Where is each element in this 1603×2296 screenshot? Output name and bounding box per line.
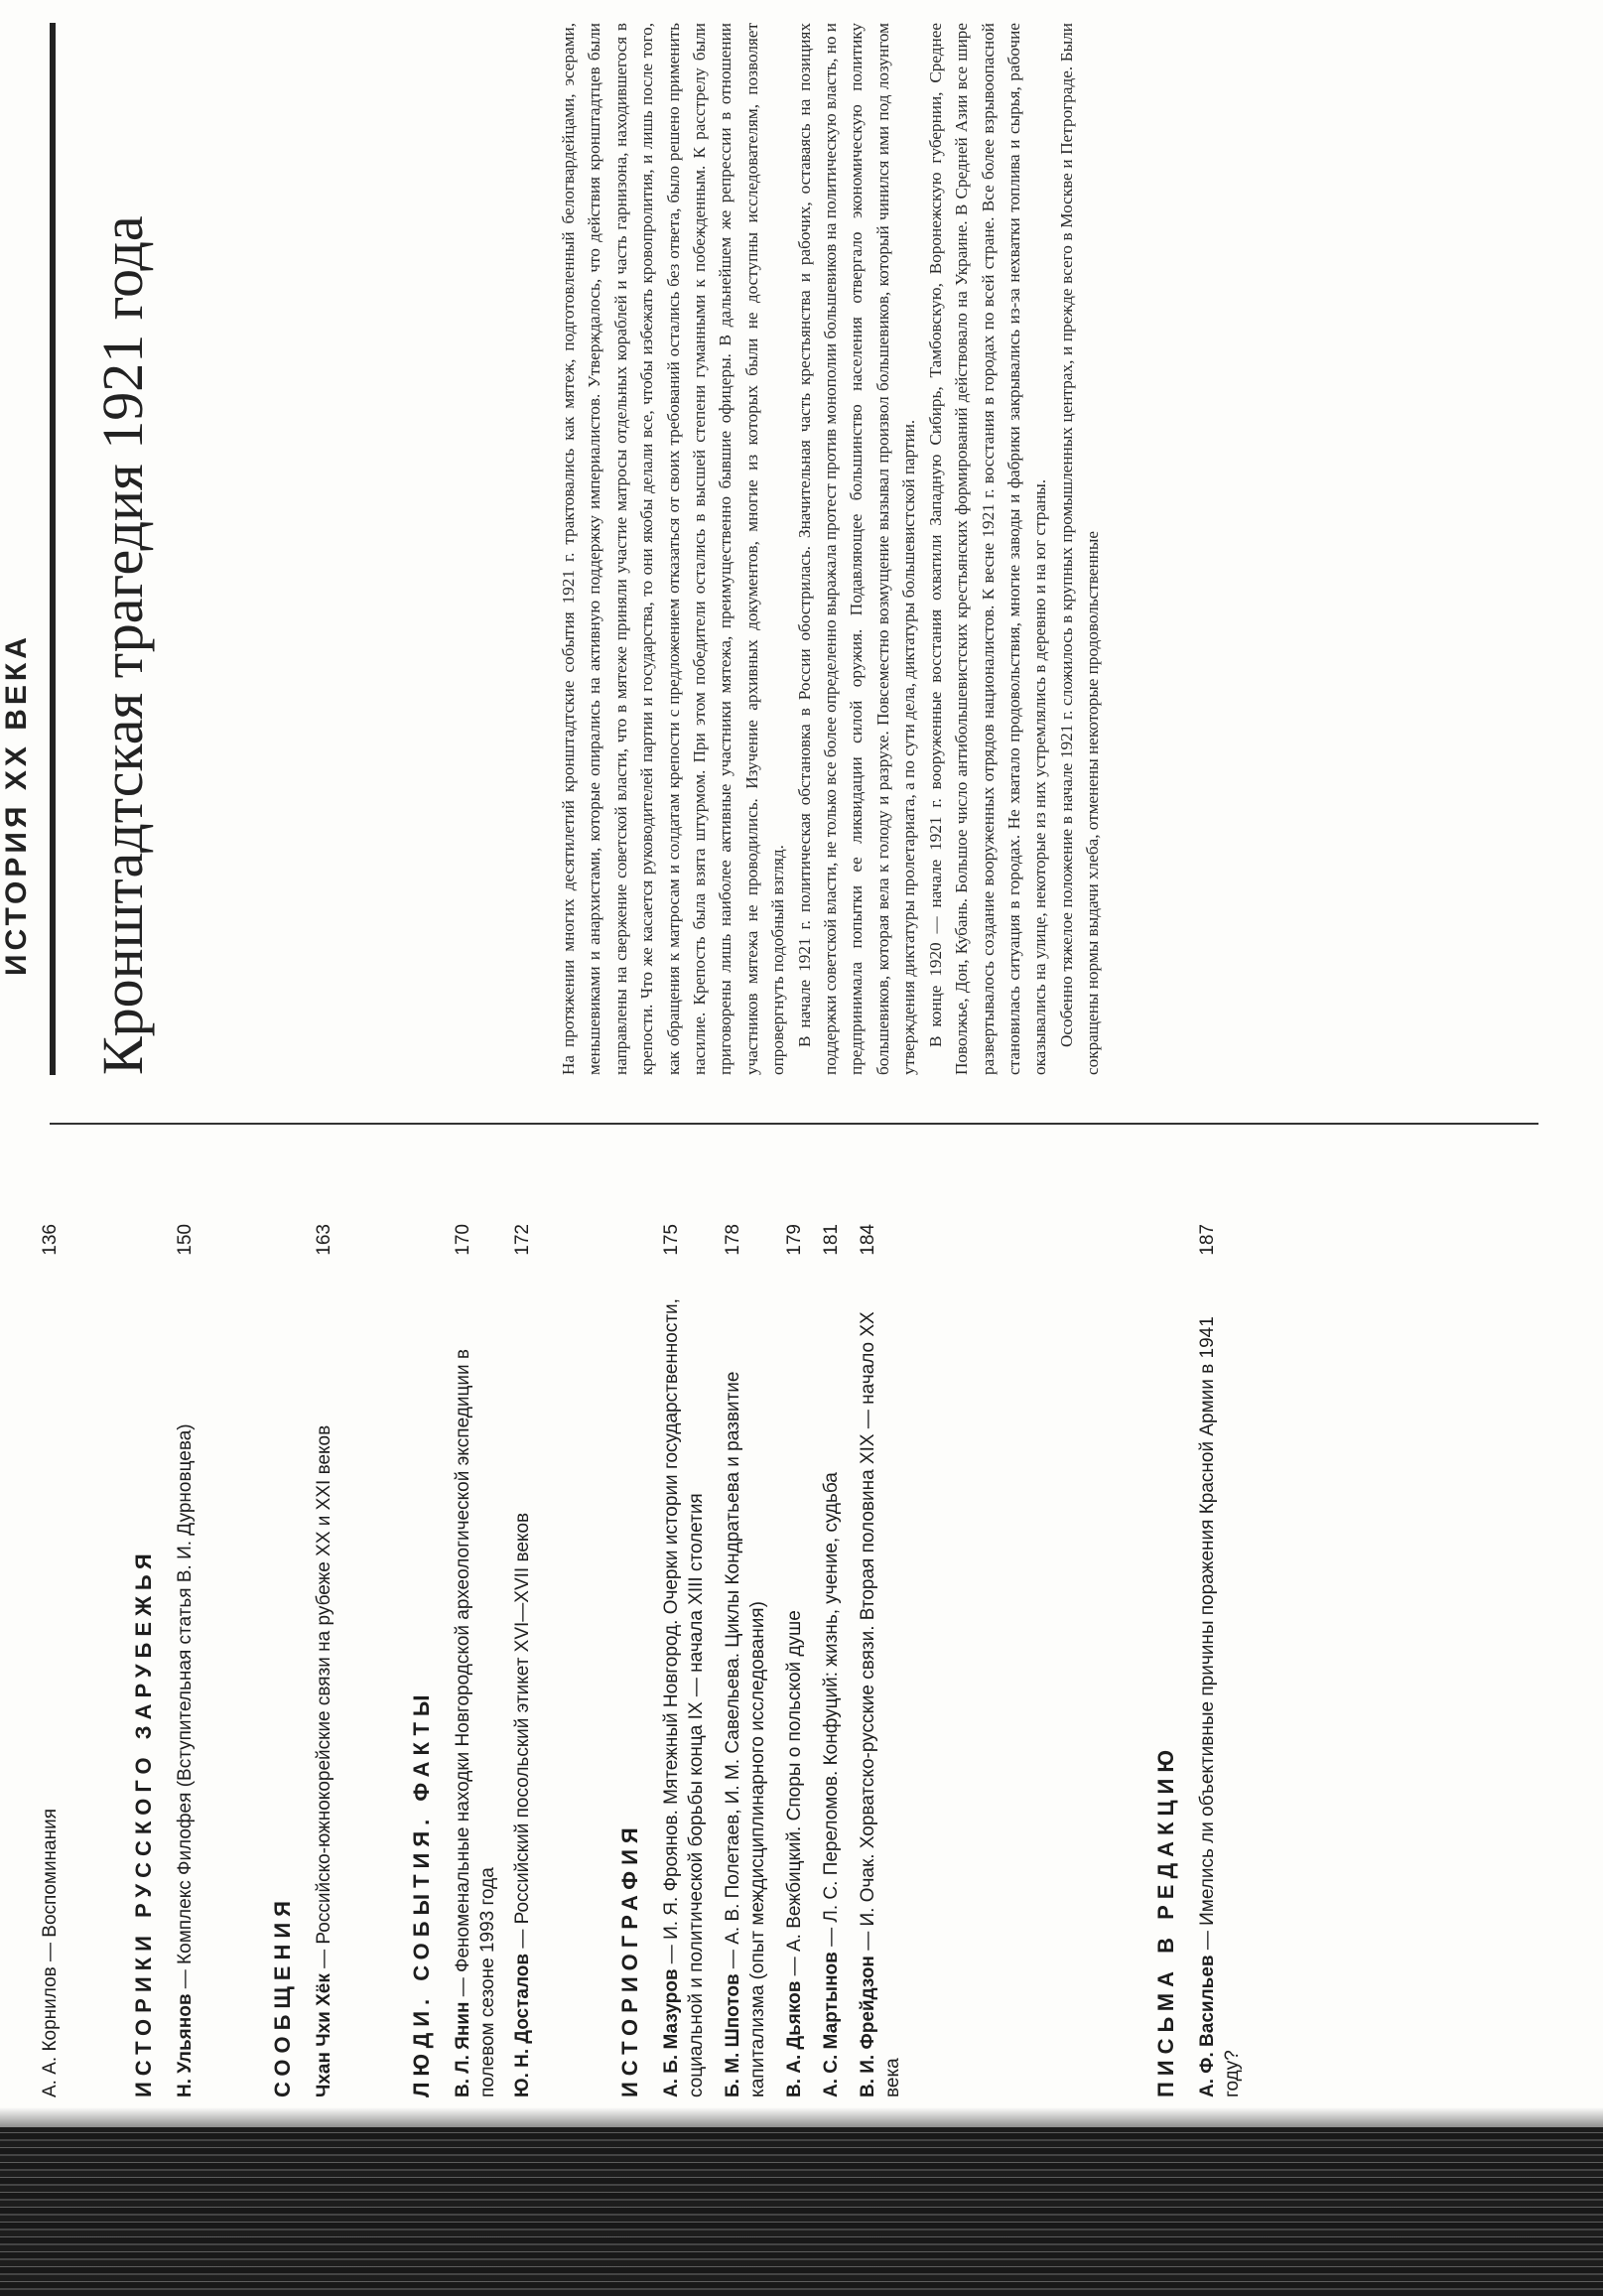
toc-page-number: 150 (175, 1224, 196, 1256)
toc-entry-text: — Российский посольский этикет XVI—XVII веков (512, 1512, 533, 1954)
toc-entry (510, 1224, 535, 2097)
toc-entry (721, 1224, 770, 2097)
article-title: Кронштадтская трагедия 1921 года (90, 215, 155, 1075)
toc-section (377, 1224, 535, 2097)
toc-page-number: 172 (512, 1224, 533, 1256)
toc-page-number: 170 (453, 1224, 473, 1256)
toc-entry (173, 1224, 198, 2097)
toc-entry (312, 1224, 336, 2097)
toc-entry (856, 1224, 905, 2097)
toc-page-number: 187 (1197, 1224, 1218, 1256)
toc-section-heading: ИСТОРИОГРАФИЯ (617, 1822, 642, 2097)
toc-entry-text: — А. В. Полетаев, И. М. Савельева. Циклы Кондратьева и развитие капитализма (опыт междисциплинарного исследования) (723, 1371, 768, 2097)
page-divider (50, 1123, 1538, 1125)
article-paragraph: В начале 1921 г. политическая обстановка в России обострилась. Значительная часть крестьянства и рабочих, оставаясь на позициях поддержки советской власти, не только все более определенно выражала протест против монополии большевиков на политическую власть, но и предпринимала попытки ее ликвидации силой оружия. Подавляющее большинство населения отвергало экономическую политику большевиков, которая вела к голоду и разрухе. Повсеместно возмущение вызывал произвол большевиков, который чинился ими под лозунгом утверждения диктатуры пролетариата, а по сути дела, диктатуры большевистской партии. (794, 23, 919, 1075)
toc-entry-text: — И. Очак. Хорватско-русские связи. Вторая половина XIX — начало XX века (858, 1311, 903, 2097)
toc-section (99, 1224, 198, 2097)
toc-page-number: 163 (314, 1224, 334, 1256)
toc-author: А. С. Мартынов (821, 1952, 842, 2097)
article-page (0, 23, 1603, 1075)
toc-entry-text: — Имелись ли объективные причины поражения Красной Армии в 1941 году? (1197, 1316, 1243, 2097)
toc-author: А. Ф. Васильев (1197, 1955, 1218, 2097)
toc-page-number: 178 (723, 1224, 743, 1256)
toc-page-number: 179 (784, 1224, 805, 1256)
toc-entry (782, 1224, 807, 2097)
toc-section-heading: ИСТОРИКИ РУССКОГО ЗАРУБЕЖЬЯ (131, 1548, 156, 2097)
toc-section-heading: СООБЩЕНИЯ (270, 1895, 295, 2097)
toc-section-heading: ПИСЬМА В РЕДАКЦИЮ (1153, 1743, 1178, 2097)
toc-author: А. Б. Мазуров (661, 1968, 682, 2097)
toc-page-number: 136 (40, 1224, 61, 1256)
scanner-edge (0, 2127, 1603, 2296)
toc-author: В. И. Фрейдзон (858, 1956, 878, 2097)
toc-section-heading: ЛЮДИ. СОБЫТИЯ. ФАКТЫ (409, 1688, 434, 2097)
toc-entry-text: — Комплекс Филофея (Вступительная статья В. И. Дурновцева) (175, 1423, 196, 1994)
article-paragraph: В конце 1920 — начале 1921 г. вооруженные восстания охватили Западную Сибирь, Тамбовскую, Воронежскую губернии, Среднее Поволжье, Дон, Кубань. Большое число антибольшевистских крестьянских формирований действовало на Украине. В Средней Азии все шире развертывалось создание вооруженных отрядов националистов. К весне 1921 г. восстания в городах по всей стране. Все более взрывоопасной становилась ситуация в городах. Не хватало продовольствия, многие заводы и фабрики закрывались из-за нехватки топлива и сырья, рабочие оказывались на улице, некоторые из них устремлялись в деревню и на юг страны. (925, 23, 1050, 1075)
article-paragraph: Особенно тяжелое положение в начале 1921 г. сложилось в крупных промышленных центрах, и прежде всего в Москве и Петрограде. Были сокращены нормы выдачи хлеба, отменены некоторые продовольственные (1056, 23, 1103, 1075)
toc-author: В. А. Дьяков (784, 1980, 805, 2097)
toc-author: Н. Ульянов (175, 1993, 196, 2097)
toc-author: Чхан Чхи Хёк (314, 1973, 334, 2097)
toc-author: Б. М. Шпотов (723, 1973, 743, 2097)
toc-entry-text: А. А. Корнилов — Воспоминания (40, 1808, 61, 2097)
toc-entry (1195, 1224, 1245, 2097)
toc-entry (819, 1224, 844, 2097)
toc-entry-top (38, 1224, 63, 2097)
toc-entry-text: — Российско-южнокорейские связи на рубеже XX и XXI веков (314, 1424, 334, 1974)
toc-entry-text: — Л. С. Переломов. Конфуций: жизнь, учение, судьба (821, 1472, 842, 1953)
toc-section (586, 1224, 905, 2097)
toc-entry-text: — Феноменальные находки Новгородской археологической экспедиции в полевом сезоне 1993 года (453, 1349, 498, 2097)
section-header: ИСТОРИЯ XX ВЕКА (0, 633, 33, 976)
article-body (556, 23, 1578, 1075)
toc-entry-text: — А. Вежбицкий. Споры о польской душе (784, 1610, 805, 1981)
toc-section (238, 1224, 336, 2097)
toc-section (1122, 1224, 1245, 2097)
header-rule (50, 23, 56, 1075)
toc-author: В. Л. Янин (453, 2001, 473, 2097)
table-of-contents (30, 1204, 1578, 2097)
article-paragraph: На протяжении многих десятилетий кронштадтские события 1921 г. трактовались как мятеж, подготовленный белогвардейцами, эсерами, меньшевиками и анархистами, которые опирались на активную поддержку империалистов. Утверждалось, что действия кронштадтцев были направлены на свержение советской власти, что в мятеже приняли участие матросы отдельных кораблей и часть гарнизона, находившегося в крепости. Что же касается руководителей партии и государства, то они якобы делали все, чтобы избежать кровопролития, и лишь после того, как обращения к матросам и солдатам крепости с предложением отказаться от своих требований остались без ответа, было решено применить насилие. Крепость была взята штурмом. При этом победители остались в высшей степени гуманными к побежденным. К расстрелу были приговорены лишь наиболее активные участники мятежа, преимущественно бывшие офицеры. В дальнейшем же репрессии в отношении участников мятежа не проводились. Изучение архивных документов, многие из которых были не доступны исследователям, позволяет опровергнуть подобный взгляд. (559, 23, 788, 1075)
toc-entry (659, 1224, 709, 2097)
toc-entry-text: — И. Я. Фроянов. Мятежный Новгород. Очерки истории государственности, социальной и политической борьбы конца IX — начала XIII столетия (661, 1298, 707, 2097)
toc-author: Ю. Н. Досталов (512, 1953, 533, 2097)
toc-page-number: 181 (821, 1224, 842, 1256)
toc-entry (451, 1224, 500, 2097)
toc-page-number: 184 (858, 1224, 878, 1256)
toc-page-number: 175 (661, 1224, 682, 1256)
